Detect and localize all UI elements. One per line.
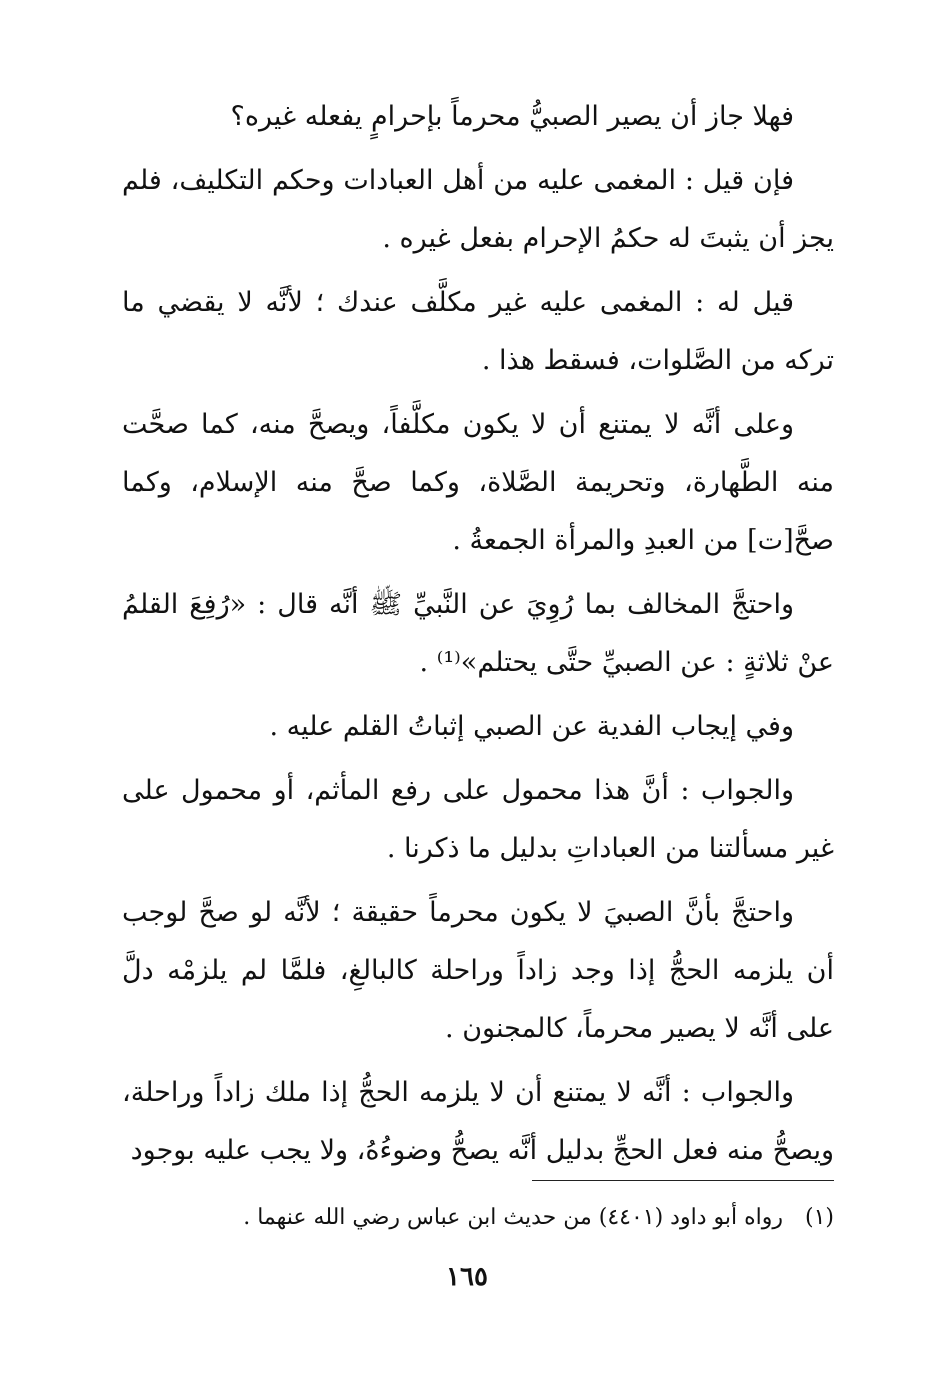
paragraph: وفي إيجاب الفدية عن الصبي إثباتُ القلم عليه . bbox=[269, 711, 794, 742]
footnote-text: رواه أبو داود (٤٤٠١) من حديث ابن عباس رضي الله عنهما . bbox=[243, 1205, 783, 1230]
paragraph: والجواب : أنَّه لا يمتنع أن لا يلزمه الحجُّ إذا ملك زاداً وراحلة، ويصحُّ منه فعل الحجِّ بدليل أنَّه يصحُّ وضوءُهُ، ولا يجب عليه بوجود bbox=[122, 1077, 834, 1166]
paragraph: قيل له : المغمى عليه غير مكلَّف عندك ؛ لأنَّه لا يقضي ما تركه من الصَّلوات، فسقط هذا . bbox=[122, 287, 834, 376]
page-number: ١٦٥ bbox=[446, 1262, 488, 1292]
footnote-number: (١) bbox=[804, 1205, 834, 1230]
paragraph: والجواب : أنَّ هذا محمول على رفع المأثم، أو محمول على غير مسألتنا من العباداتِ بدليل ما ذكرنا . bbox=[122, 775, 834, 864]
paragraph: وعلى أنَّه لا يمتنع أن لا يكون مكلَّفاً، ويصحَّ منه، كما صحَّت منه الطَّهارة، وتحريمة الصَّلاة، وكما صحَّ منه الإسلام، وكما صحَّ[ت] من العبدِ والمرأة الجمعةُ . bbox=[122, 409, 834, 556]
paragraph: فهلا جاز أن يصير الصبيُّ محرماً بإحرامٍ يفعله غيره؟ bbox=[230, 101, 794, 132]
page-body bbox=[122, 88, 834, 1186]
paragraph: واحتجَّ بأنَّ الصبيَ لا يكون محرماً حقيقة ؛ لأنَّه لو صحَّ لوجب أن يلزمه الحجُّ إذا وجد زاداً وراحلة كالبالغِ، فلمَّا لم يلزمْه دلَّ على أنَّه لا يصير محرماً، كالمجنون . bbox=[122, 897, 834, 1044]
paragraph: فإن قيل : المغمى عليه من أهل العبادات وحكم التكليف، فلم يجز أن يثبتَ له حكمُ الإحرام بفعل غيره . bbox=[122, 165, 834, 254]
footnote-divider bbox=[532, 1180, 834, 1181]
footnote bbox=[122, 1198, 834, 1238]
paragraph: واحتجَّ المخالف بما رُوِيَ عن النَّبيِّ ﷺ أنَّه قال : «رُفِعَ القلمُ عنْ ثلاثةٍ : عن الصبيِّ حتَّى يحتلم»⁽¹⁾ . bbox=[122, 589, 834, 678]
